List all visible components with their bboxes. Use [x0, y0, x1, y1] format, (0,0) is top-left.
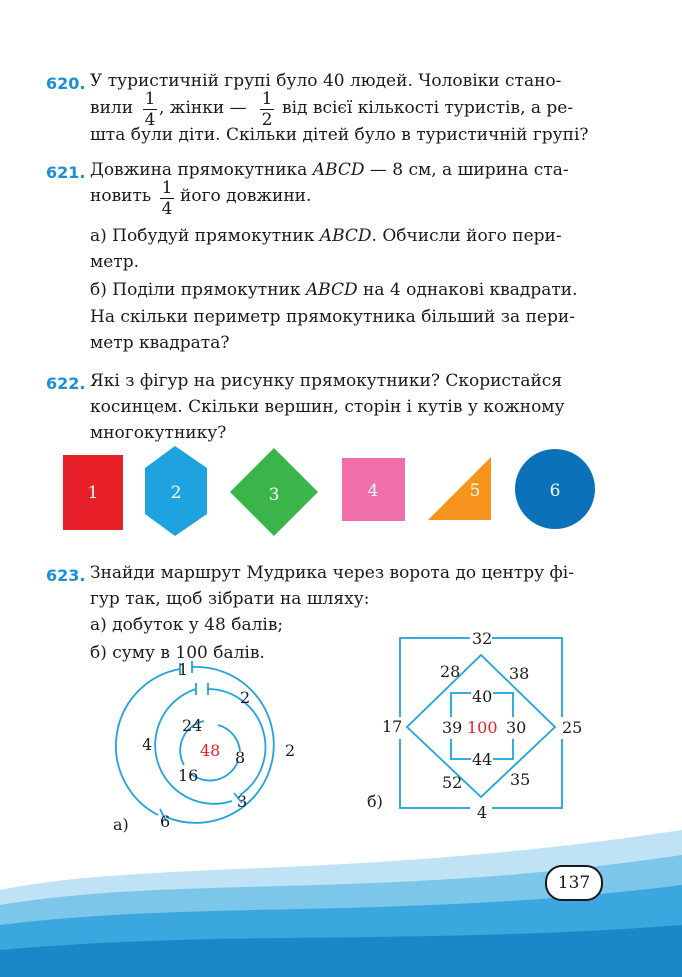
text-line: б) суму в 100 балів.: [90, 643, 265, 663]
numerator: 1: [261, 89, 273, 109]
gate-label: 30: [506, 718, 527, 737]
gate-label: 6: [160, 812, 171, 831]
center-value: 48: [200, 741, 221, 760]
problem-number: 623.: [46, 566, 86, 585]
text-line: метр.: [90, 252, 139, 272]
gate-label: 4: [477, 803, 488, 822]
decorative-waves: [0, 830, 682, 977]
text: ABCD: [319, 226, 372, 246]
denominator: 4: [161, 199, 173, 219]
text-line: а) добуток у 48 балів;: [90, 615, 284, 635]
text: на 4 однакові квадрати.: [363, 280, 578, 300]
text-line: [90, 223, 562, 249]
center-value: 100: [467, 718, 498, 737]
text: а) Побудуй прямокутник: [90, 226, 315, 246]
numerator: 1: [161, 178, 173, 198]
text-line: У туристичній групі було 40 людей. Чоловіки стано-: [90, 71, 562, 91]
shape-label: 3: [268, 485, 280, 505]
shape-label: 5: [469, 481, 481, 501]
text-line: многокутнику?: [90, 423, 227, 443]
gate-label: 16: [178, 766, 199, 785]
problem-622: [46, 368, 606, 448]
shape-label: 4: [367, 481, 379, 501]
denominator: 2: [261, 110, 273, 130]
figure-a-circles: [100, 655, 320, 835]
gate-label: 40: [472, 687, 493, 706]
text: ABCD: [312, 160, 365, 180]
text: від всієї кількості туристів, а ре-: [282, 98, 574, 118]
figure-b-squares: [360, 625, 600, 825]
gate-label: 2: [285, 741, 296, 760]
gate-label: 2: [240, 688, 251, 707]
text: Довжина прямокутника: [90, 160, 308, 180]
shape-label: 2: [170, 483, 182, 503]
gate-label: 25: [562, 718, 583, 737]
shape-label: 6: [549, 481, 561, 501]
gate-label: 1: [178, 660, 189, 679]
page-number: 137: [545, 865, 603, 901]
text: б) Поділи прямокутник: [90, 280, 301, 300]
text: , жінки —: [159, 98, 247, 118]
text: новить: [90, 186, 152, 206]
gate-label: 35: [510, 770, 531, 789]
gate-label: 52: [442, 773, 463, 792]
numerator: 1: [144, 89, 156, 109]
gate-label: 24: [182, 716, 203, 735]
text: ABCD: [305, 280, 358, 300]
figure-label: а): [113, 815, 129, 834]
text-line: Які з фігур на рисунку прямокутники? Скористайся: [90, 371, 563, 391]
problem-621: [46, 157, 606, 357]
gate-label: 28: [440, 662, 461, 681]
text: . Обчисли його пери-: [371, 226, 562, 246]
text-line: На скільки периметр прямокутника більший за пери-: [90, 307, 575, 327]
gate-label: 3: [237, 792, 248, 811]
shapes-figure: [0, 440, 682, 540]
text: вили: [90, 98, 134, 118]
problem-number: 622.: [46, 374, 86, 393]
gate-label: 39: [442, 718, 463, 737]
gate-label: 32: [472, 629, 493, 648]
text-line: косинцем. Скільки вершин, сторін і кутів у кожному: [90, 397, 565, 417]
gate-label: 4: [142, 735, 153, 754]
problem-620: [46, 68, 606, 150]
text-line: метр квадрата?: [90, 333, 230, 353]
gate-label: 38: [509, 664, 530, 683]
figure-label: б): [367, 792, 383, 811]
text-line: [90, 95, 133, 121]
text-line: шта були діти. Скільки дітей було в туристичній групі?: [90, 125, 589, 145]
gate-label: 8: [235, 748, 246, 767]
problem-number: 620.: [46, 74, 86, 93]
text-line: гур так, щоб зібрати на шляху:: [90, 589, 370, 609]
problem-number: 621.: [46, 163, 86, 182]
middle-circle-arc: [155, 689, 232, 804]
text-line: [90, 277, 578, 303]
text: — 8 см, а ширина ста-: [369, 160, 569, 180]
shape-triangle: [428, 457, 491, 520]
denominator: 4: [144, 110, 156, 130]
fraction: [160, 179, 174, 218]
text: його довжини.: [180, 186, 312, 206]
text-line: Знайди маршрут Мудрика через ворота до центру фі-: [90, 563, 574, 583]
gate-label: 17: [382, 717, 403, 736]
gate-label: 44: [472, 750, 493, 769]
shape-label: 1: [87, 483, 99, 503]
